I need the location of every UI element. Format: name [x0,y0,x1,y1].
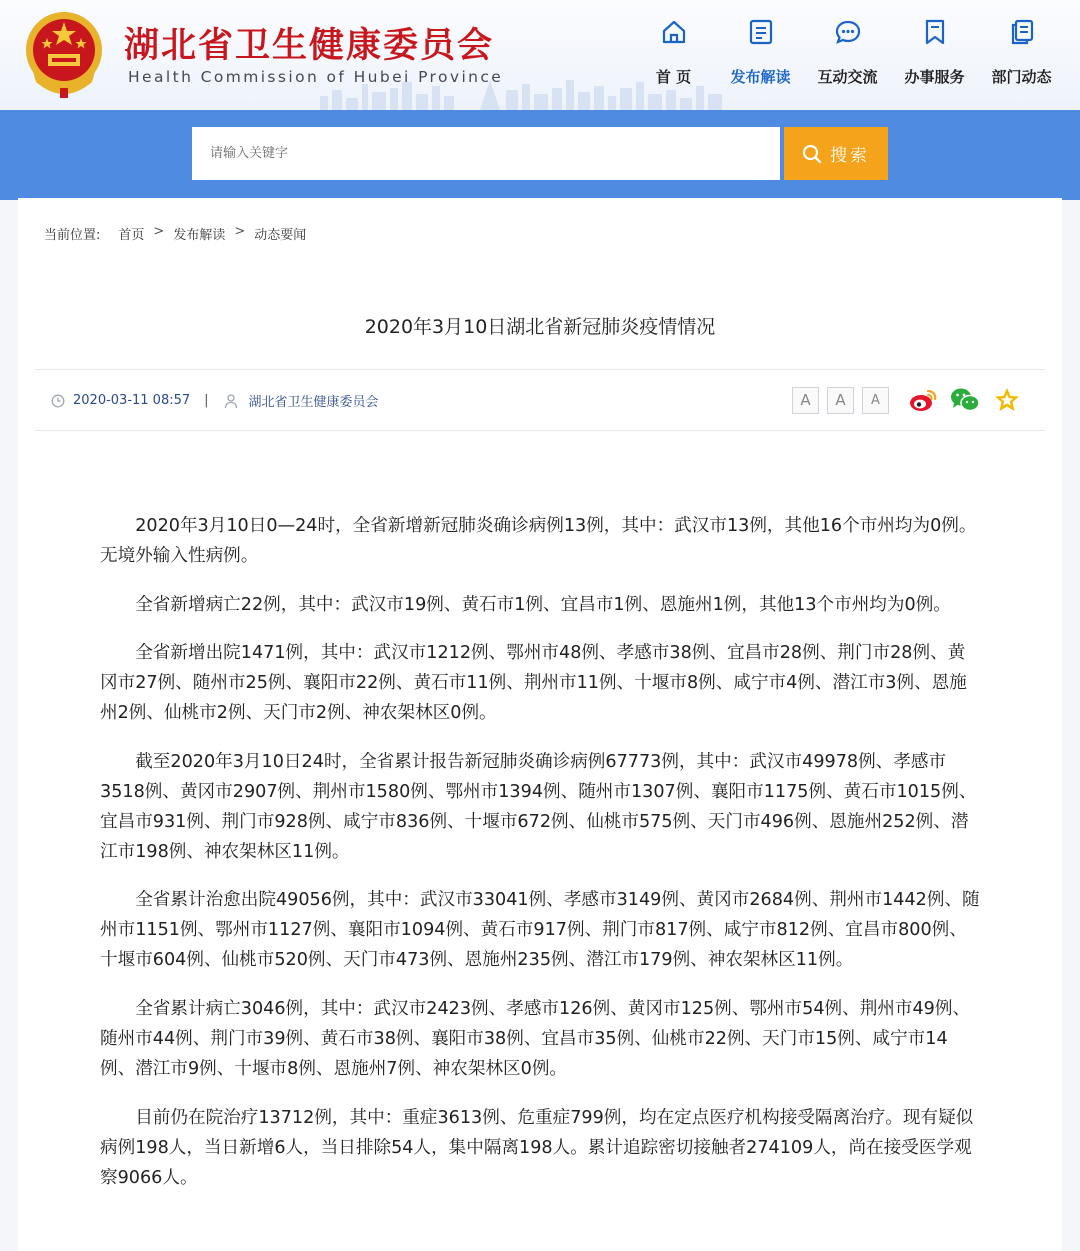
breadcrumb-item-home[interactable]: 首页 [118,228,145,243]
article-paragraph: 全省累计病亡3046例，其中：武汉市2423例、孝感市126例、黄冈市125例、鄂州市54例、荆州市49例、随州市44例、荆门市39例、黄石市38例、襄阳市38例、宜昌市35例、仙桃市22例、天门市15例、咸宁市14例、潜江市9例、十堰市8例、恩施州7例、神农架林区0例。 [100,998,971,1079]
font-size-large-button[interactable] [792,387,819,414]
document-icon [747,18,775,46]
nav-label: 部门动态 [991,68,1052,86]
article-paragraph: 全省累计治愈出院49056例，其中：武汉市33041例、孝感市3149例、黄冈市2684例、荆州市1442例、随州市1151例、鄂州市1127例、襄阳市1094例、黄石市917例、荆门市817例、咸宁市812例、宜昌市800例、十堰市604例、仙桃市520例、天门市473例、恩施州235例、潜江市179例、神农架林区11例。 [100,890,980,971]
publish-date: 2020-03-11 08:57 [73,393,191,408]
nav-item-home[interactable] [630,18,717,87]
article-paragraph: 全省新增病亡22例，其中：武汉市19例、黄石市1例、宜昌市1例、恩施州1例，其他13个市州均为0例。 [135,594,951,615]
national-emblem-logo [22,8,106,100]
breadcrumb [44,224,306,243]
share-wechat-button[interactable] [949,384,981,416]
meta-divider: | [204,393,209,408]
font-size-medium-button[interactable] [827,387,854,414]
nav-item-interaction[interactable] [804,18,891,87]
site-title: 湖北省卫生健康委员会 [124,26,495,66]
font-size-medium-label: A [835,391,846,409]
article-tools [792,384,1023,416]
article-paragraph: 全省新增出院1471例，其中：武汉市1212例、鄂州市48例、孝感市38例、宜昌市28例、荆门市28例、黄冈市27例、随州市25例、襄阳市22例、黄石市11例、荆州市11例、十堰市8例、咸宁市4例、潜江市3例、恩施州2例、仙桃市2例、天门市2例、神农架林区0例。 [100,643,967,724]
font-size-large-label: A [800,391,811,409]
share-weibo-button[interactable] [907,384,939,416]
user-icon [223,393,239,409]
article-meta [51,391,379,410]
article-paragraph: 目前仍在院治疗13712例，其中：重症3613例、危重症799例，均在定点医疗机构接受隔离治疗。现有疑似病例198人，当日新增6人，当日排除54人，集中隔离198人。累计追踪密切接触者274109人，尚在接受医学观察9066人。 [100,1107,974,1188]
search-icon [802,144,822,164]
wechat-icon [949,386,981,414]
chat-icon [834,18,862,46]
breadcrumb-item-releases[interactable]: 发布解读 [173,228,226,243]
nav-label: 首 页 [655,68,692,86]
site-header [0,0,1080,110]
weibo-icon [908,387,938,413]
article-source: 湖北省卫生健康委员会 [248,395,379,410]
article-paragraph: 截至2020年3月10日24时，全省累计报告新冠肺炎确诊病例67773例，其中：武汉市49978例、孝感市3518例、黄冈市2907例、荆州市1580例、鄂州市1394例、随州市1307例、襄阳市1175例、黄石市1015例、宜昌市931例、荆门市928例、咸宁市836例、十堰市672例、仙桃市575例、天门市496例、恩施州252例、潜江市198例、神农架林区11例。 [100,751,977,862]
search-band [0,110,1080,200]
breadcrumb-item-news[interactable]: 动态要闻 [254,228,307,243]
favorite-button[interactable] [991,384,1023,416]
clock-icon [51,394,65,408]
favorite-icon [993,386,1021,414]
article-title: 2020年3月10日湖北省新冠肺炎疫情情况 [364,316,716,338]
article-meta-bar [35,369,1045,431]
bookmark-icon [921,18,949,46]
home-icon [660,18,688,46]
article-card [18,198,1062,1251]
article-body [100,511,980,1211]
breadcrumb-separator: > [153,224,165,239]
nav-label: 发布解读 [730,68,791,86]
nav-item-releases[interactable] [717,18,804,87]
breadcrumb-label: 当前位置: [44,228,101,243]
main-nav [630,18,1065,87]
breadcrumb-separator: > [234,224,246,239]
nav-item-services[interactable] [891,18,978,87]
search-button-label: 搜索 [830,146,870,166]
font-size-small-button[interactable] [862,387,889,414]
article-paragraph: 2020年3月10日0—24时，全省新增新冠肺炎确诊病例13例，其中：武汉市13例，其他16个市州均为0例。无境外输入性病例。 [100,516,977,566]
nav-item-department-news[interactable] [978,18,1065,87]
copy-icon [1008,18,1036,46]
site-subtitle-english: Health Commission of Hubei Province [128,68,504,86]
search-input[interactable] [192,127,780,180]
nav-label: 互动交流 [817,68,878,86]
search-button[interactable] [784,127,888,180]
font-size-small-label: A [871,392,880,408]
nav-label: 办事服务 [904,68,965,86]
